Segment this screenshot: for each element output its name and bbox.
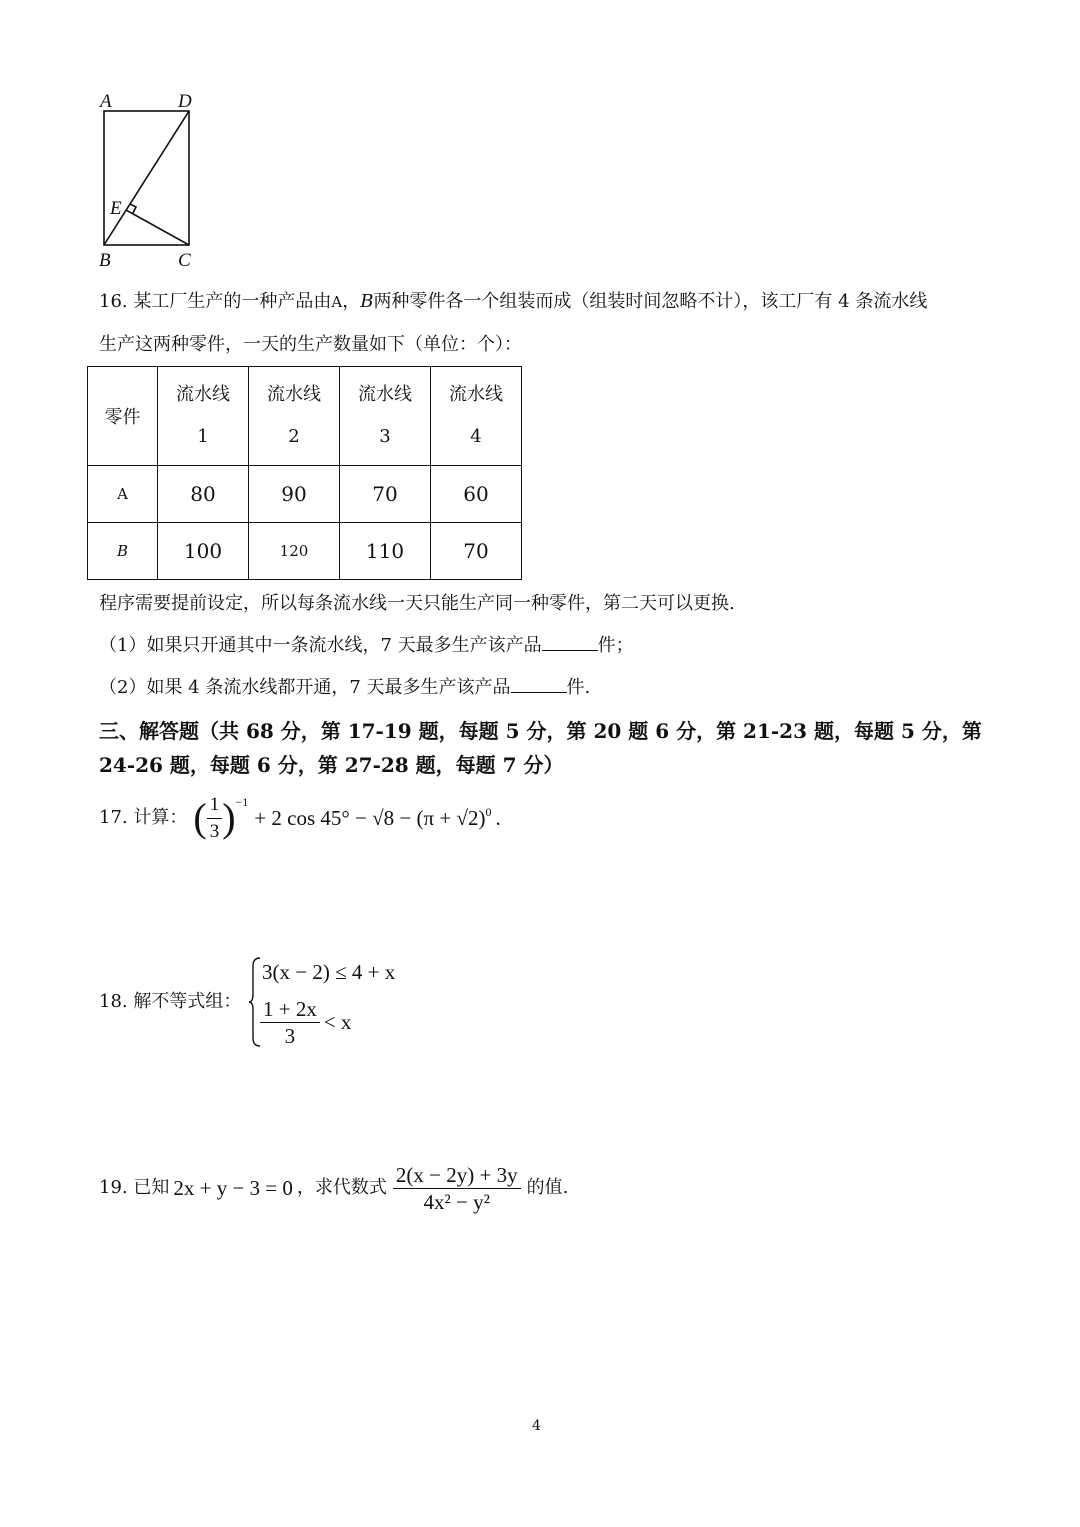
sub2-unit: 件. [566,677,591,698]
rectangle-figure [90,88,210,278]
q19-suffix: 的值. [526,1177,569,1198]
table-header-row [88,367,522,466]
cell-a-1: 80 [158,466,249,523]
inequality-1: 3(x − 2) ≤ 4 + x [262,960,396,984]
right-angle-mark [130,204,136,213]
label-c: C [178,250,191,271]
label-d: D [178,91,192,112]
inequality-2 [260,996,351,1049]
header-num: 4 [470,426,482,447]
q19-equation: 2x + y − 3 = 0 [173,1176,293,1200]
cell-b-4: 70 [431,523,522,580]
sub1-unit: 件； [597,635,634,656]
q16-text-a: 16. 某工厂生产的一种产品由 [99,291,332,312]
frac-denominator: 4x² − y² [423,1189,490,1214]
sub1-text: （1）如果只开通其中一条流水线，7 天最多生产该产品 [99,635,542,656]
part-a-label: A [331,293,343,311]
q18-prefix: 18. 解不等式组： [99,991,242,1012]
q16-line1 [99,290,927,314]
fraction-one-third [207,792,223,845]
left-paren: ( [193,795,207,840]
header-num: 1 [197,426,209,447]
table-corner: 零件 [88,367,158,466]
q17-expression: + 2 cos 45° − √8 − (π + √2) [254,806,486,830]
exponent-neg-one: −1 [235,795,249,809]
frac-numerator: 1 + 2x [260,996,320,1023]
header-line-2 [249,367,340,466]
table-row-b [88,523,522,580]
part-b-label: B [360,291,374,312]
exponent-zero: 0 [485,805,492,819]
header-line-4 [431,367,522,466]
q16-line2: 生产这两种零件，一天的生产数量如下（单位：个）： [99,334,522,355]
row-label-a: A [88,466,158,523]
production-table [87,366,522,580]
cell-a-2: 90 [249,466,340,523]
q16-sub2 [99,676,590,700]
header-title: 流水线 [176,384,230,405]
cell-a-4: 60 [431,466,522,523]
row-label-b: B [88,523,158,580]
header-title: 流水线 [358,384,412,405]
q16-sep: ， [342,291,361,312]
q16-text-b: 两种零件各一个组装而成（组装时间忽略不计），该工厂有 4 条流水线 [373,291,928,312]
answer-blank-1[interactable] [542,634,598,651]
q19-fraction [393,1162,521,1215]
frac-denominator: 3 [284,1024,296,1048]
q16-sub1 [99,634,634,658]
ineq2-tail: < x [323,1010,352,1034]
frac-numerator: 2(x − 2y) + 3y [393,1162,521,1189]
sub2-text: （2）如果 4 条流水线都开通，7 天最多生产该产品 [99,677,511,698]
header-num: 3 [379,426,391,447]
cell-b-1: 100 [158,523,249,580]
section-3-heading: 三、解答题（共 68 分，第 17-19 题，每题 5 分，第 20 题 6 分，第 21-23 题，每题 5 分，第 24-26 题，每题 6 分，第 27-28 题，每题 7 分） [99,719,982,777]
q19-middle: ，求代数式 [296,1177,387,1198]
frac-denominator: 3 [209,820,220,842]
cell-a-3: 70 [340,466,431,523]
header-title: 流水线 [449,384,503,405]
q17-prefix: 17. 计算： [99,807,188,828]
label-e: E [110,198,122,219]
diagonal-bd [104,111,189,245]
q17 [99,788,501,848]
right-paren: ) [222,795,236,840]
label-b: B [99,250,111,271]
cell-b-2: 120 [249,523,340,580]
segment-ec [126,210,189,245]
page-number: 4 [532,1418,541,1434]
q16-note: 程序需要提前设定，所以每条流水线一天只能生产同一种零件，第二天可以更换. [99,593,735,614]
frac-numerator: 1 [207,792,223,819]
q19-prefix: 19. 已知 [99,1177,170,1198]
frac-ineq2 [260,996,320,1049]
q19 [99,1158,568,1218]
header-line-3 [340,367,431,466]
header-title: 流水线 [267,384,321,405]
table-row-a [88,466,522,523]
answer-blank-2[interactable] [511,676,567,693]
header-line-1 [158,367,249,466]
label-a: A [100,91,112,112]
q17-period: . [495,806,501,830]
cell-b-3: 110 [340,523,431,580]
header-num: 2 [288,426,300,447]
